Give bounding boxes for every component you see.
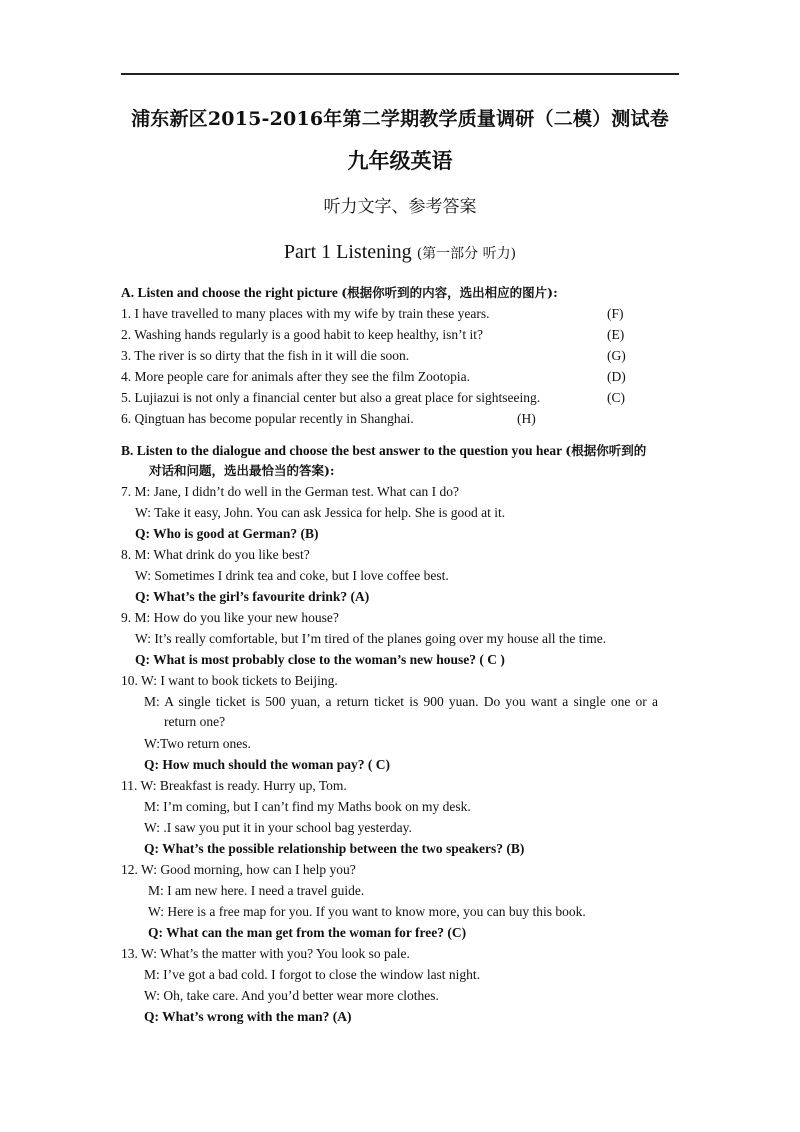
item-5-answer: (C) <box>607 390 625 405</box>
item-1-answer: (F) <box>607 306 624 321</box>
dialogue-line: W: Take it easy, John. You can ask Jessica for help. She is good at it. <box>135 505 506 520</box>
dialogue-line: M: A single ticket is 500 yuan, a return ticket is 900 yuan. Do you want a single one or a <box>144 694 658 709</box>
dialogue-line: 7. M: Jane, I didn’t do well in the German test. What can I do? <box>121 484 460 499</box>
section-a-heading-en: A. Listen and choose the right picture <box>121 285 338 300</box>
dialogue-line: M: I am new here. I need a travel guide. <box>148 883 365 898</box>
item-6-answer: (H) <box>517 411 536 426</box>
section-b-heading-cn-2: 对话和问题，选出最恰当的答案): <box>149 463 335 478</box>
dialogue-line: W:Two return ones. <box>144 736 251 751</box>
top-rule <box>121 73 679 75</box>
dialogue-line: 9. M: How do you like your new house? <box>121 610 339 625</box>
item-2-text: 2. Washing hands regularly is a good habit to keep healthy, isn’t it? <box>121 327 483 342</box>
part1-title-cn: (第一部分 听力) <box>416 246 517 262</box>
section-b-heading-cont <box>149 463 335 479</box>
section-b-heading-en: B. Listen to the dialogue and choose the best answer to the question you hear <box>121 443 562 458</box>
question-answer: Q: What’s the possible relationship between the two speakers? (B) <box>144 841 525 856</box>
section-a-heading <box>121 285 558 301</box>
dialogue-line: M: I’m coming, but I can’t find my Maths book on my desk. <box>144 799 471 814</box>
dialogue-line: 13. W: What’s the matter with you? You look so pale. <box>121 946 410 961</box>
dialogue-line: M: I’ve got a bad cold. I forgot to close the window last night. <box>144 967 481 982</box>
part1-heading <box>0 241 800 264</box>
document-note: 听力文字、参考答案 <box>323 197 477 217</box>
part1-title: Part 1 Listening <box>283 241 412 263</box>
dialogue-line-cont: return one? <box>164 714 226 729</box>
dialogue-line: W: Oh, take care. And you’d better wear more clothes. <box>144 988 439 1003</box>
question-answer: Q: How much should the woman pay? ( C) <box>144 757 391 772</box>
dialogue-line: W: Sometimes I drink tea and coke, but I love coffee best. <box>135 568 449 583</box>
question-answer: Q: What is most probably close to the woman’s new house? ( C ) <box>135 652 505 667</box>
question-answer: Q: What’s the girl’s favourite drink? (A) <box>135 589 370 604</box>
item-4-text: 4. More people care for animals after they see the film Zootopia. <box>121 369 470 384</box>
question-answer: Q: What can the man get from the woman for free? (C) <box>148 925 467 940</box>
document-subtitle: 九年级英语 <box>347 148 453 173</box>
item-2-answer: (E) <box>607 327 625 342</box>
dialogue-line: W: Here is a free map for you. If you want to know more, you can buy this book. <box>148 904 586 919</box>
section-a-heading-cn: (根据你听到的内容，选出相应的图片): <box>341 285 558 300</box>
section-b-heading <box>121 443 646 459</box>
dialogue-line: 11. W: Breakfast is ready. Hurry up, Tom. <box>121 778 347 793</box>
item-3-text: 3. The river is so dirty that the fish in it will die soon. <box>121 348 410 363</box>
section-b-heading-cn-1: (根据你听到的 <box>565 443 647 458</box>
dialogue-line: 8. M: What drink do you like best? <box>121 547 310 562</box>
item-6-text: 6. Qingtuan has become popular recently in Shanghai. <box>121 411 414 426</box>
dialogue-line: 10. W: I want to book tickets to Beijing. <box>121 673 338 688</box>
item-5-text: 5. Lujiazui is not only a financial center but also a great place for sightseeing. <box>121 390 541 405</box>
dialogue-line: W: It’s really comfortable, but I’m tired of the planes going over my house all the time. <box>135 631 607 646</box>
question-answer: Q: What’s wrong with the man? (A) <box>144 1009 352 1024</box>
dialogue-line: W: .I saw you put it in your school bag yesterday. <box>144 820 412 835</box>
question-answer: Q: Who is good at German? (B) <box>135 526 319 541</box>
item-1-text: 1. I have travelled to many places with my wife by train these years. <box>121 306 490 321</box>
document-title: 浦东新区2015-2016年第二学期教学质量调研（二模）测试卷 <box>131 108 669 130</box>
dialogue-line: 12. W: Good morning, how can I help you? <box>121 862 356 877</box>
item-3-answer: (G) <box>607 348 626 363</box>
item-4-answer: (D) <box>607 369 626 384</box>
